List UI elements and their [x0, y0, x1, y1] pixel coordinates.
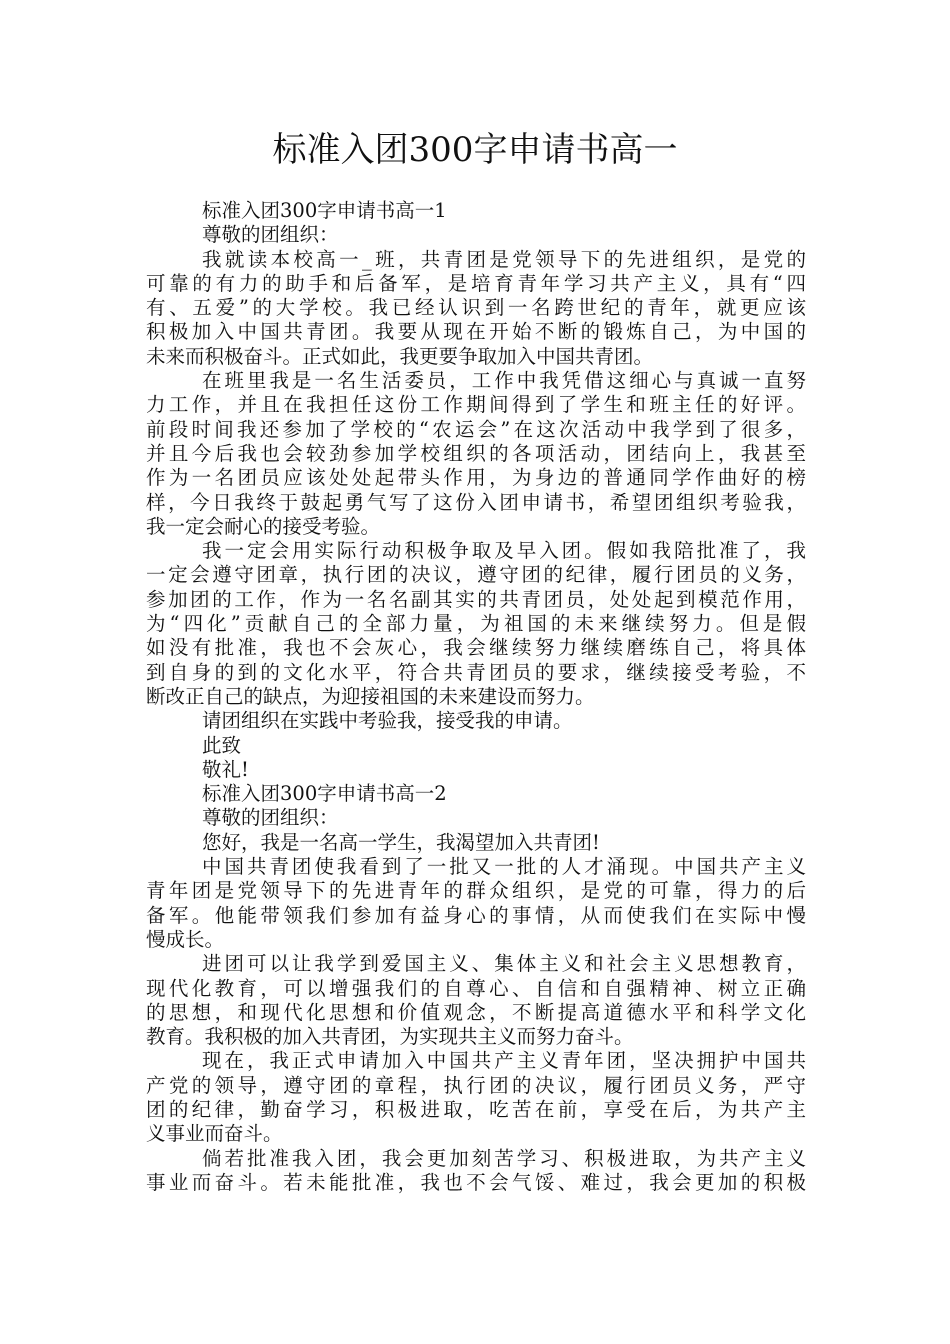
text-line: 断改正自己的缺点，为迎接祖国的未来建设而努力。	[146, 684, 595, 708]
text-line: 义事业而奋斗。	[146, 1122, 283, 1146]
text-line: 青年团是党领导下的先进青年的群众组织，是党的可靠，得力的后	[146, 879, 806, 903]
text-line: 慢成长。	[146, 927, 225, 951]
text-line: 在班里我是一名生活委员，工作中我凭借这细心与真诚一直努	[202, 369, 806, 393]
text-line: 备军。他能带领我们参加有益身心的事情，从而使我们在实际中慢	[146, 903, 806, 927]
text-line: 事业而奋斗。若未能批准，我也不会气馁、难过，我会更加的积极	[146, 1170, 806, 1194]
text-line: 产党的领导，遵守团的章程，执行团的决议，履行团员义务，严守	[146, 1073, 806, 1097]
text-line: 样，今日我终于鼓起勇气写了这份入团申请书，希望团组织考验我，	[146, 490, 806, 514]
text-line: 现代化教育，可以增强我们的自尊心、自信和自强精神、树立正确	[146, 976, 806, 1000]
text-line: 为“四化”贡献自己的全部力量，为祖国的未来继续努力。但是假	[146, 612, 806, 636]
text-line: 标准入团300字申请书高一1	[202, 199, 447, 222]
text-line: 我一定会耐心的接受考验。	[146, 514, 381, 538]
text-line: 有、五爱”的大学校。我已经认识到一名跨世纪的青年，就更应该	[146, 296, 806, 320]
text-line: 未来而积极奋斗。正式如此，我更要争取加入中国共青团。	[146, 344, 654, 368]
text-line: 到自身的到的文化水平，符合共青团员的要求，继续接受考验，不	[146, 660, 806, 684]
text-line: 现在，我正式申请加入中国共产主义青年团，坚决拥护中国共	[202, 1049, 806, 1073]
text-line: 尊敬的团组织：	[202, 806, 339, 830]
text-line: 并且今后我也会较劲参加学校组织的各项活动，团结向上，我甚至	[146, 441, 806, 465]
text-line: 我一定会用实际行动积极争取及早入团。假如我陪批准了，我	[202, 539, 806, 563]
document-title: 标准入团300字申请书高一	[272, 130, 678, 170]
text-line: 标准入团300字申请书高一2	[202, 782, 447, 806]
text-line: 参加团的工作，作为一名名副其实的共青团员，处处起到模范作用，	[146, 587, 806, 611]
text-line: 进团可以让我学到爱国主义、集体主义和社会主义思想教育，	[202, 952, 806, 976]
text-line: 作为一名团员应该处处起带头作用，为身边的普通同学作曲好的榜	[146, 466, 806, 490]
text-line: 教育。我积极的加入共青团，为实现共主义而努力奋斗。	[146, 1025, 634, 1049]
text-line: 团的纪律，勤奋学习，积极进取，吃苦在前，享受在后，为共产主	[146, 1097, 806, 1121]
text-line: 尊敬的团组织：	[202, 223, 339, 247]
text-line: 积极加入中国共青团。我要从现在开始不断的锻炼自己，为中国的	[146, 320, 806, 344]
text-line: 中国共青团使我看到了一批又一批的人才涌现。中国共产主义	[202, 855, 806, 879]
text-line: 力工作，并且在我担任这份工作期间得到了学生和班主任的好评。	[146, 393, 806, 417]
text-line: 倘若批准我入团，我会更加刻苦学习、积极进取，为共产主义	[202, 1146, 806, 1170]
text-line: 我就读本校高一_班，共青团是党领导下的先进组织，是党的	[202, 247, 806, 271]
text-line: 前段时间我还参加了学校的“农运会”在这次活动中我学到了很多，	[146, 417, 806, 441]
text-line: 您好，我是一名高一学生，我渴望加入共青团!	[202, 830, 600, 854]
text-line: 此致	[202, 733, 242, 757]
document-body	[146, 199, 806, 1195]
text-line: 如没有批准，我也不会灰心，我会继续努力继续磨练自己，将具体	[146, 636, 806, 660]
text-line: 敬礼!	[202, 757, 249, 781]
text-line: 请团组织在实践中考验我，接受我的申请。	[202, 709, 573, 733]
text-line: 可靠的有力的助手和后备军，是培育青年学习共产主义，具有“四	[146, 271, 806, 295]
text-line: 一定会遵守团章，执行团的决议，遵守团的纪律，履行团员的义务，	[146, 563, 806, 587]
text-line: 的思想，和现代化思想和价值观念，不断提高道德水平和科学文化	[146, 1000, 806, 1024]
